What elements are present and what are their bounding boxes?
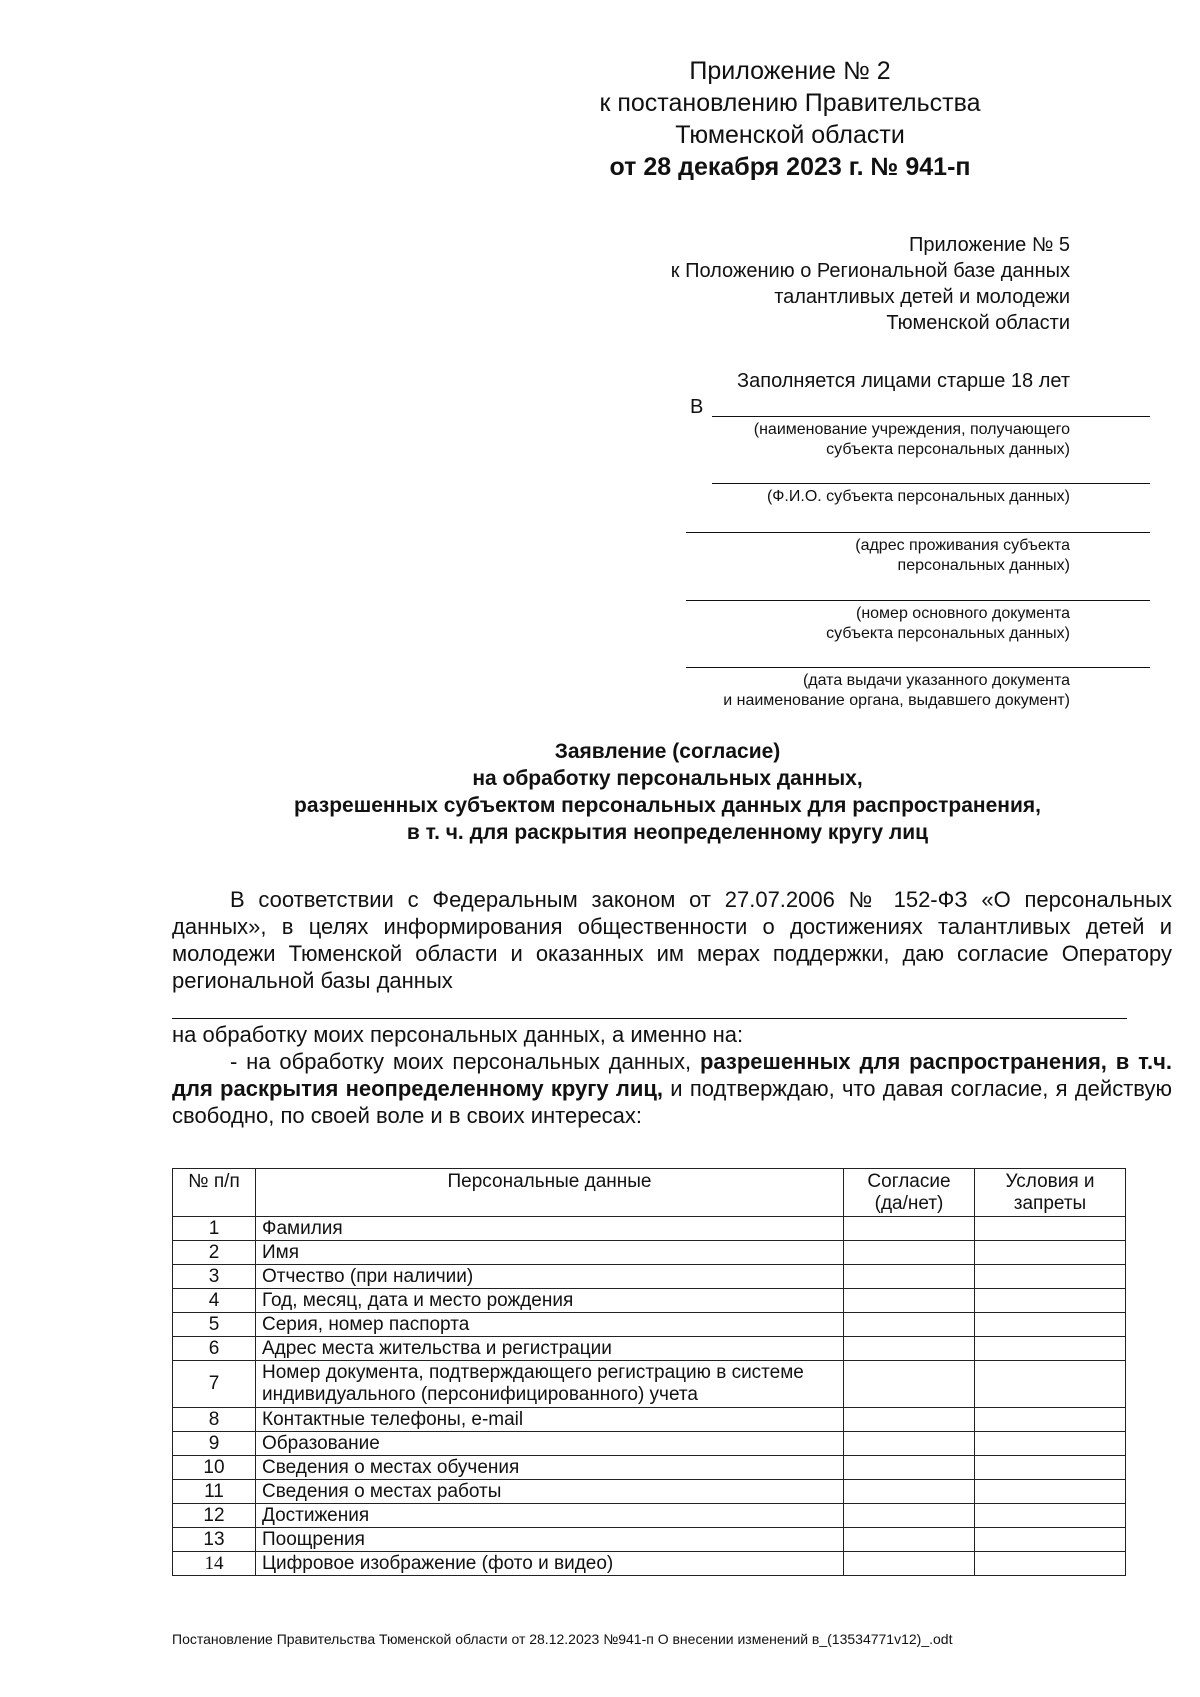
table-row	[173, 1337, 1126, 1361]
row-conditions-cell[interactable]	[975, 1217, 1126, 1241]
row-consent-cell[interactable]	[844, 1289, 975, 1313]
row-consent-cell[interactable]	[844, 1337, 975, 1361]
row-conditions-cell[interactable]	[975, 1361, 1126, 1408]
institution-caption: (наименование учреждения, получающего субъекта персональных данных)	[753, 421, 1070, 458]
paragraph-distribution: - на обработку моих персональных данных, разрешенных для распространения, в т.ч. для раскрытия неопределенному кругу лиц, и подтверждаю, что давая согласие, я действую свободно, по своей воле и в своих интересах:	[172, 1049, 1172, 1128]
appendix5-header	[510, 232, 1070, 336]
row-number: 9	[173, 1432, 256, 1456]
row-conditions-cell[interactable]	[975, 1504, 1126, 1528]
table-row	[173, 1361, 1126, 1408]
row-number: 3	[173, 1265, 256, 1289]
row-number: 14	[173, 1552, 256, 1576]
row-conditions-cell[interactable]	[975, 1552, 1126, 1576]
table-row	[173, 1241, 1126, 1265]
footer-filename: Постановление Правительства Тюменской области от 28.12.2023 №941-п О внесении изменений в_(13534771v12)_.odt	[172, 1631, 953, 1647]
personal-data-table	[172, 1168, 1126, 1576]
appendix5-line3: талантливых детей и молодежи	[774, 286, 1070, 308]
row-number: 2	[173, 1241, 256, 1265]
row-consent-cell[interactable]	[844, 1528, 975, 1552]
appendix5-line2: к Положению о Региональной базе данных	[670, 260, 1070, 282]
table-row	[173, 1217, 1126, 1241]
row-number: 5	[173, 1313, 256, 1337]
row-data-item: Достижения	[256, 1504, 844, 1528]
table-row	[173, 1265, 1126, 1289]
row-conditions-cell[interactable]	[975, 1241, 1126, 1265]
row-number: 8	[173, 1408, 256, 1432]
row-data-item: Имя	[256, 1241, 844, 1265]
statement-title: Заявление (согласие) на обработку персональных данных, разрешенных субъектом персональных данных для распространения, в т. ч. для раскрытия неопределенному кругу лиц	[294, 740, 1041, 844]
decree-date-number: от 28 декабря 2023 г. № 941-п	[609, 153, 971, 181]
issue-date-field[interactable]	[686, 667, 1150, 668]
fio-caption: (Ф.И.О. субъекта персональных данных)	[766, 488, 1070, 505]
row-data-item: Сведения о местах работы	[256, 1480, 844, 1504]
table-row	[173, 1289, 1126, 1313]
col-header-conditions: Условия и запреты	[975, 1169, 1126, 1217]
row-conditions-cell[interactable]	[975, 1313, 1126, 1337]
document-number-field[interactable]	[686, 600, 1150, 601]
issue-date-caption: (дата выдачи указанного документа и наименование органа, выдавшего документ)	[723, 672, 1070, 709]
operator-field[interactable]	[172, 1018, 1127, 1019]
row-data-item: Номер документа, подтверждающего регистрацию в системе индивидуального (персонифицированного) учета	[256, 1361, 844, 1408]
row-number: 12	[173, 1504, 256, 1528]
row-data-item: Сведения о местах обучения	[256, 1456, 844, 1480]
table-row	[173, 1504, 1126, 1528]
table-row	[173, 1480, 1126, 1504]
row-conditions-cell[interactable]	[975, 1480, 1126, 1504]
row-consent-cell[interactable]	[844, 1241, 975, 1265]
row-data-item: Образование	[256, 1432, 844, 1456]
appendix-header	[510, 55, 1070, 183]
row-number: 10	[173, 1456, 256, 1480]
row-consent-cell[interactable]	[844, 1313, 975, 1337]
age-note: Заполняется лицами старше 18 лет	[737, 370, 1070, 392]
row-conditions-cell[interactable]	[975, 1337, 1126, 1361]
row-data-item: Поощрения	[256, 1528, 844, 1552]
row-conditions-cell[interactable]	[975, 1528, 1126, 1552]
row-number: 1	[173, 1217, 256, 1241]
col-header-data: Персональные данные	[256, 1169, 844, 1217]
institution-field[interactable]	[712, 416, 1150, 417]
row-data-item: Фамилия	[256, 1217, 844, 1241]
row-number: 13	[173, 1528, 256, 1552]
appendix5-line1: Приложение № 5	[909, 234, 1070, 256]
document-number-caption: (номер основного документа субъекта персональных данных)	[826, 605, 1070, 642]
row-consent-cell[interactable]	[844, 1552, 975, 1576]
row-number: 11	[173, 1480, 256, 1504]
row-data-item: Адрес места жительства и регистрации	[256, 1337, 844, 1361]
row-conditions-cell[interactable]	[975, 1408, 1126, 1432]
row-conditions-cell[interactable]	[975, 1456, 1126, 1480]
paragraph-consent: В соответствии с Федеральным законом от 27.07.2006 № 152-ФЗ «О персональных данных», в целях информирования общественности о достижениях талантливых детей и молодежи Тюменской области и оказанных им мерах поддержки, даю согласие Оператору региональной базы данных	[172, 887, 1172, 993]
row-consent-cell[interactable]	[844, 1480, 975, 1504]
row-number: 6	[173, 1337, 256, 1361]
row-consent-cell[interactable]	[844, 1504, 975, 1528]
address-caption: (адрес проживания субъекта персональных данных)	[855, 537, 1070, 574]
row-conditions-cell[interactable]	[975, 1432, 1126, 1456]
row-data-item: Контактные телефоны, e-mail	[256, 1408, 844, 1432]
row-consent-cell[interactable]	[844, 1265, 975, 1289]
table-row	[173, 1528, 1126, 1552]
row-data-item: Год, месяц, дата и место рождения	[256, 1289, 844, 1313]
col-header-consent: Согласие (да/нет)	[844, 1169, 975, 1217]
table-row	[173, 1432, 1126, 1456]
row-data-item: Отчество (при наличии)	[256, 1265, 844, 1289]
table-header-row	[173, 1169, 1126, 1217]
table-row	[173, 1552, 1126, 1576]
row-consent-cell[interactable]	[844, 1361, 975, 1408]
table-row	[173, 1456, 1126, 1480]
row-number: 4	[173, 1289, 256, 1313]
row-conditions-cell[interactable]	[975, 1289, 1126, 1313]
fio-field[interactable]	[712, 483, 1150, 484]
appendix-region: Тюменской области	[675, 121, 905, 149]
appendix-to-decree: к постановлению Правительства	[599, 89, 981, 117]
address-field[interactable]	[686, 532, 1150, 533]
row-number: 7	[173, 1361, 256, 1408]
row-consent-cell[interactable]	[844, 1217, 975, 1241]
row-data-item: Цифровое изображение (фото и видео)	[256, 1552, 844, 1576]
row-consent-cell[interactable]	[844, 1432, 975, 1456]
row-data-item: Серия, номер паспорта	[256, 1313, 844, 1337]
to-prefix: В	[690, 396, 704, 418]
row-consent-cell[interactable]	[844, 1456, 975, 1480]
appendix-number: Приложение № 2	[689, 57, 891, 85]
col-header-number: № п/п	[173, 1169, 256, 1217]
table-row	[173, 1408, 1126, 1432]
paragraph-processing: на обработку моих персональных данных, а именно на:	[172, 1022, 744, 1047]
row-consent-cell[interactable]	[844, 1408, 975, 1432]
table-row	[173, 1313, 1126, 1337]
row-conditions-cell[interactable]	[975, 1265, 1126, 1289]
appendix5-line4: Тюменской области	[886, 312, 1070, 334]
